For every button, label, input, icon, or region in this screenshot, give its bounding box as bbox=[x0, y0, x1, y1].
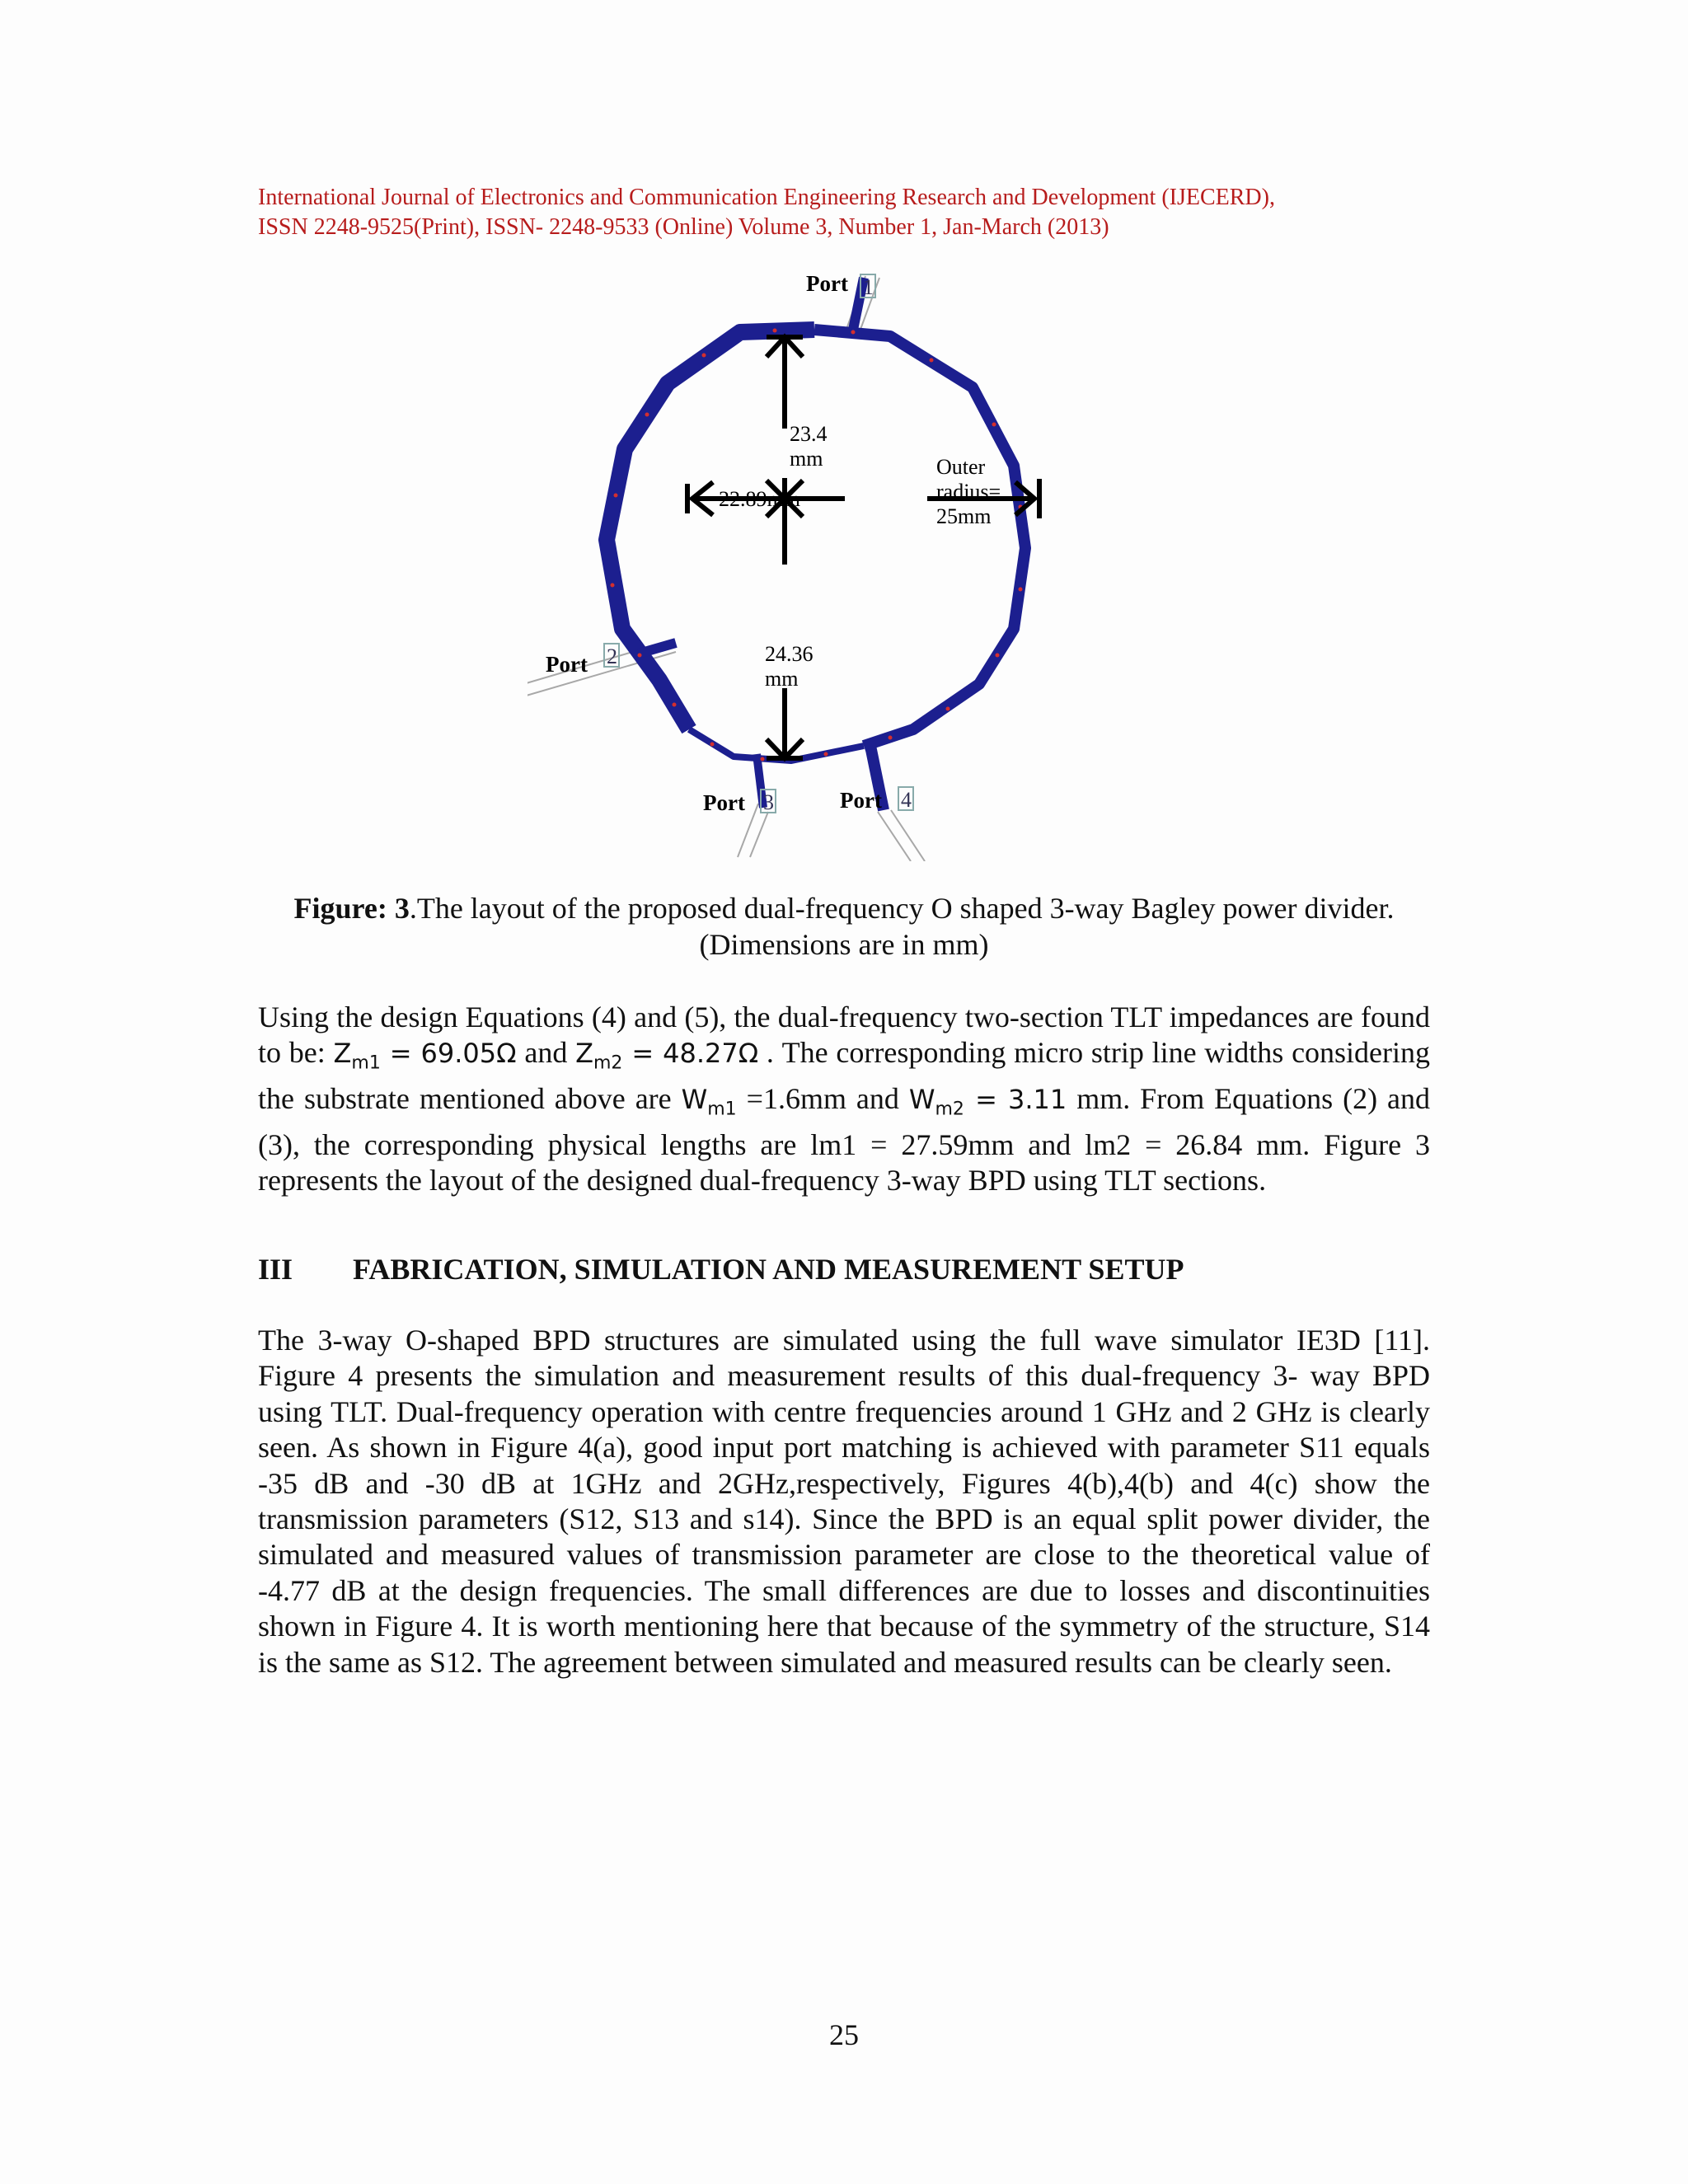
journal-header-line2: ISSN 2248-9525(Print), ISSN- 2248-9533 (Online) Volume 3, Number 1, Jan-March (2013) bbox=[258, 214, 1109, 240]
feed-lines bbox=[528, 276, 925, 861]
dim-top-unit: mm bbox=[790, 447, 823, 471]
power-divider-layout-figure bbox=[528, 268, 1220, 861]
caption-text: .The layout of the proposed dual-frequency O shaped 3-way Bagley power divider. bbox=[409, 892, 1395, 925]
dim-bottom-unit: mm bbox=[765, 667, 799, 691]
layout-diagram bbox=[528, 268, 1220, 861]
dim-bottom-value: 24.36 bbox=[765, 642, 814, 666]
section-title: FABRICATION, SIMULATION AND MEASUREMENT SETUP bbox=[353, 1253, 1184, 1286]
paragraph-simulation: The 3-way O-shaped BPD structures are simulated using the full wave simulator IE3D [11]. Figure 4 presents the simulation and measurement results of this dual-frequency 3- way BPD using TLT. Dual-frequency operation with centre frequencies around 1 GHz and 2 GHz is clearly seen. As shown in Figure 4(a), good input port matching is achieved with parameter S11 equals -35 dB and -30 dB at 1GHz and 2GHz,respectively, Figures 4(b),4(b) and 4(c) show the transmission parameters (S12, S13 and s14). Since the BPD is an equal split power divider, the simulated and measured values of transmission parameter are close to the theoretical value of -4.77 dB at the design frequencies. The small differences are due to losses and discontinuities shown in Figure 4. It is worth mentioning here that because of the symmetry of the structure, S14 is the same as S12. The agreement between simulated and measured results can be clearly seen. bbox=[258, 1324, 1430, 1679]
dim-top-value: 23.4 bbox=[790, 422, 828, 446]
svg-text:1: 1 bbox=[863, 275, 874, 299]
port-4-label bbox=[840, 787, 913, 813]
caption-line2: (Dimensions are in mm) bbox=[699, 928, 989, 961]
port-3-label bbox=[703, 790, 776, 815]
paragraph-impedances: Using the design Equations (4) and (5), the dual-frequency two-section TLT impedances are found to be: $Z_{m1} = 69.05\Omega$ and $Z_{m2} = 48.27\Omega$ . The corresponding micro strip line widths considering the substrate mentioned above are $W_{m1} =1.6mm$ and $W_{m2} = 3.11$ mm. From Equations (2) and (3), the corresponding physical lengths are lm1 = 27.59mm and lm2 = 26.84 mm. Figure 3 represents the layout of the designed dual-frequency 3-way BPD using TLT sections. bbox=[258, 1001, 1431, 1197]
eq-wm1: $W_{m1}$ bbox=[681, 1084, 737, 1120]
svg-text:4: 4 bbox=[901, 788, 912, 812]
journal-header bbox=[258, 183, 1461, 242]
svg-text:3: 3 bbox=[763, 790, 774, 814]
dimension-arrows bbox=[687, 337, 1039, 758]
port-1-label bbox=[806, 271, 875, 299]
ring-trace bbox=[607, 278, 1025, 810]
svg-text:Port: Port bbox=[840, 788, 882, 813]
outer-radius-line2: radius= bbox=[936, 480, 1001, 504]
eq-zm1: $Z_{m1} = 69.05\Omega$ bbox=[333, 1038, 517, 1074]
journal-header-line1: International Journal of Electronics and Communication Engineering Research and Development (IJECERD), bbox=[258, 185, 1275, 210]
svg-text:Port: Port bbox=[703, 790, 745, 815]
outer-radius-line3: 25mm bbox=[936, 504, 992, 528]
section-number: III bbox=[258, 1253, 293, 1286]
svg-text:Port: Port bbox=[806, 271, 848, 296]
eq-zm2: $Z_{m2} = 48.27\Omega$ bbox=[575, 1038, 759, 1074]
svg-text:Port: Port bbox=[546, 652, 588, 677]
caption-label: Figure: 3 bbox=[293, 892, 410, 925]
outer-radius-line1: Outer bbox=[936, 455, 986, 479]
svg-text:2: 2 bbox=[607, 644, 617, 668]
eq-wm2: $W_{m2} = 3.11$ bbox=[908, 1084, 1067, 1120]
figure-caption bbox=[258, 890, 1430, 963]
dim-left-label: 22.89mm bbox=[719, 487, 800, 511]
section-heading bbox=[258, 1251, 1430, 1287]
page-number: 25 bbox=[829, 2018, 859, 2051]
